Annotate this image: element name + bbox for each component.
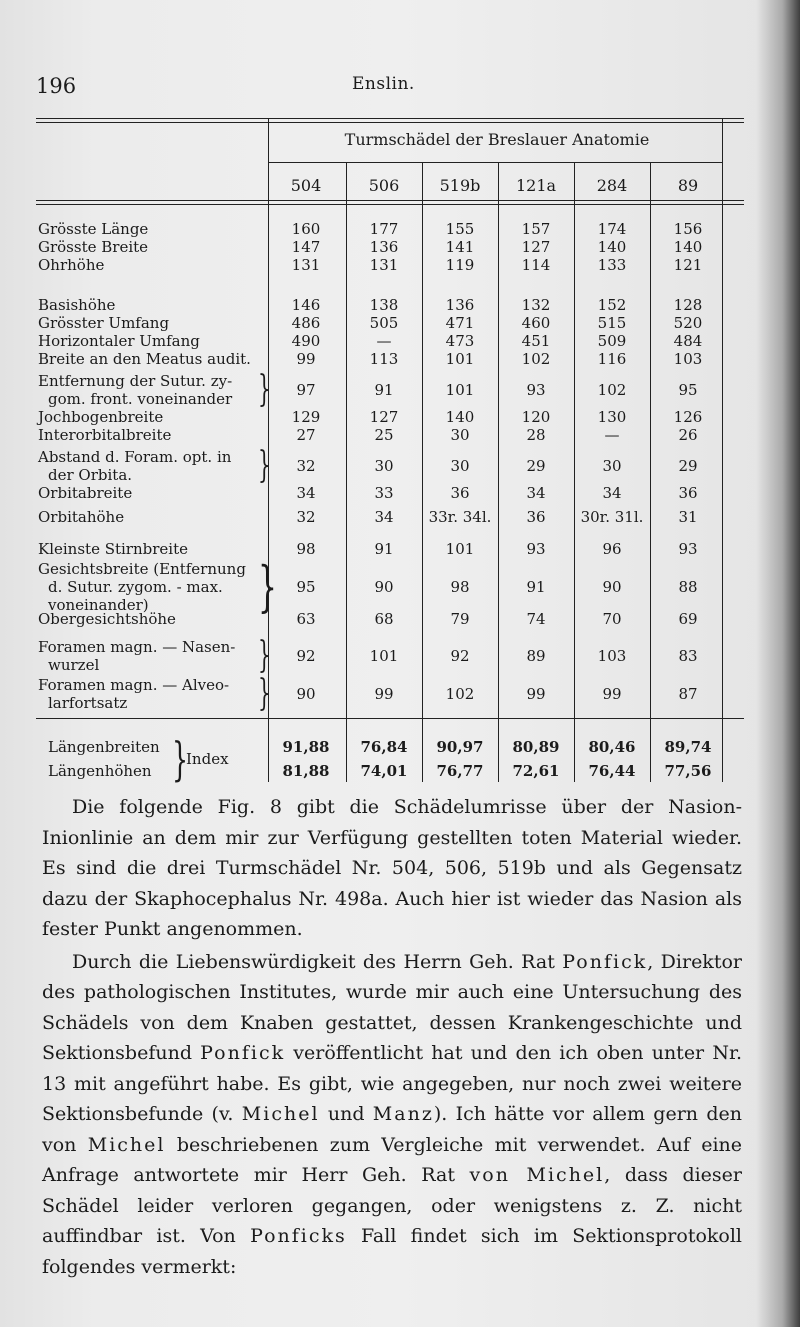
table-cell: 90 (602, 578, 622, 596)
table-cell: 113 (369, 350, 399, 368)
paragraph-1: Die folgende Fig. 8 gibt die Schädelumrisse über der Nasion-Inionlinie an dem mir zur Verfügung gestellten toten Material wieder. Es sind die drei Turmschädel Nr. 504, 506, 519b und als Gegensatz dazu der Skaphocephalus Nr. 498a. Auch hier ist wieder das Nasion als fester Punkt angenommen. (42, 796, 742, 940)
table-cell: 505 (369, 314, 399, 332)
table-cell: 156 (673, 220, 703, 238)
table-top-rule-2 (36, 122, 744, 123)
table-cell: 146 (291, 296, 321, 314)
group-header-rule (268, 162, 722, 163)
index-word: Index (186, 750, 229, 768)
p2-text-f: beschriebenen zum Vergleiche mit verwendet. Auf eine Anfrage antwortete mir Herr Geh. Rat (42, 1133, 743, 1186)
table-cell: 140 (445, 408, 475, 426)
running-head: Enslin. (352, 74, 415, 94)
table-cell: 484 (673, 332, 703, 350)
table-cell: 93 (678, 540, 698, 558)
row-label: voneinander) (48, 596, 149, 614)
table-cell: 30 (450, 426, 470, 444)
table-cell: 31 (678, 508, 698, 526)
column-header: 89 (677, 176, 699, 195)
index-cell: 74,01 (360, 762, 408, 780)
table-cell: 509 (597, 332, 627, 350)
table-cell: 34 (526, 484, 546, 502)
header-bottom-rule (36, 200, 744, 201)
table-cell: 102 (521, 350, 551, 368)
table-cell: — (604, 426, 620, 444)
table-cell: 34 (602, 484, 622, 502)
row-label: d. Sutur. zygom. - max. (48, 578, 223, 596)
table-cell: 33r. 34l. (428, 508, 492, 526)
table-cell: 473 (445, 332, 475, 350)
row-label: Orbitahöhe (38, 508, 125, 526)
table-cell: 97 (296, 381, 316, 399)
table-cell: 98 (450, 578, 470, 596)
row-label: Gesichtsbreite (Entfernung (38, 560, 246, 578)
row-brace: } (258, 635, 271, 676)
table-cell: 136 (445, 296, 475, 314)
table-cell: 101 (445, 381, 475, 399)
column-header: 506 (368, 176, 400, 195)
table-cell: 103 (673, 350, 703, 368)
index-cell: 89,74 (664, 738, 712, 756)
table-cell: 174 (597, 220, 627, 238)
author-manz: Manz (372, 1103, 434, 1125)
index-cell: 91,88 (282, 738, 330, 756)
index-cell: 72,61 (512, 762, 560, 780)
table-cell: 98 (296, 540, 316, 558)
row-label: Jochbogenbreite (38, 408, 164, 426)
table-cell: — (376, 332, 392, 350)
table-cell: 28 (526, 426, 546, 444)
table-cell: 102 (597, 381, 627, 399)
table-cell: 99 (374, 685, 394, 703)
p2-text-c: veröffentlicht hat und den ich oben unter Nr. 13 mit angeführt habe. Es gibt, wie angegeben, nur noch zwei weitere Sektionsbefunde (v. (42, 1042, 742, 1125)
table-cell: 140 (673, 238, 703, 256)
table-cell: 138 (369, 296, 399, 314)
table-cell: 152 (597, 296, 627, 314)
p2-text-h: Fall findet sich im Sektionsprotokoll folgendes vermerkt: (42, 1225, 742, 1278)
author-michel: Michel (241, 1103, 320, 1125)
table-cell: 79 (450, 610, 470, 628)
paragraph-2 (42, 947, 742, 1283)
row-brace: } (258, 369, 271, 410)
table-cell: 29 (678, 457, 698, 475)
table-cell: 127 (521, 238, 551, 256)
table-cell: 155 (445, 220, 475, 238)
table-cell: 90 (296, 685, 316, 703)
table-cell: 69 (678, 610, 698, 628)
group-header: Turmschädel der Breslauer Anatomie (344, 130, 650, 149)
index-row-label: Längenbreiten (48, 738, 160, 756)
column-header: 519b (439, 176, 481, 195)
table-cell: 490 (291, 332, 321, 350)
row-label: der Orbita. (48, 466, 133, 484)
author-ponfick: Ponfick (562, 950, 648, 973)
row-label: Interorbitalbreite (38, 426, 172, 444)
table-cell: 30 (374, 457, 394, 475)
row-label: Kleinste Stirnbreite (38, 540, 188, 558)
row-label: gom. front. voneinander (48, 390, 233, 408)
author-ponfick-2: Ponfick (200, 1042, 286, 1064)
row-label: Grösste Länge (38, 220, 149, 238)
table-cell: 99 (526, 685, 546, 703)
table-cell: 90 (374, 578, 394, 596)
table-cell: 34 (374, 508, 394, 526)
column-header: 121a (515, 176, 557, 195)
column-header: 504 (290, 176, 322, 195)
index-cell: 76,44 (588, 762, 636, 780)
row-brace: } (258, 673, 271, 714)
row-label: Abstand d. Foram. opt. in (38, 448, 232, 466)
page-header (36, 70, 744, 98)
page-number: 196 (36, 74, 77, 98)
table-cell: 120 (521, 408, 551, 426)
p2-text-d: und (319, 1103, 373, 1125)
table-cell: 91 (526, 578, 546, 596)
table-cell: 520 (673, 314, 703, 332)
table-cell: 121 (673, 256, 703, 274)
table-cell: 93 (526, 540, 546, 558)
table-cell: 95 (678, 381, 698, 399)
table-cell: 32 (296, 508, 316, 526)
table-cell: 132 (521, 296, 551, 314)
table-cell: 101 (369, 647, 399, 665)
table-cell: 136 (369, 238, 399, 256)
table-cell: 36 (678, 484, 698, 502)
table-cell: 471 (445, 314, 475, 332)
table-cell: 30 (602, 457, 622, 475)
row-label: Basishöhe (38, 296, 116, 314)
table-cell: 88 (678, 578, 698, 596)
index-cell: 81,88 (282, 762, 330, 780)
table-cell: 91 (374, 381, 394, 399)
table-cell: 141 (445, 238, 475, 256)
index-cell: 76,77 (436, 762, 484, 780)
table-cell: 128 (673, 296, 703, 314)
body-text (42, 792, 742, 1282)
table-cell: 101 (445, 350, 475, 368)
table-cell: 95 (296, 578, 316, 596)
table-cell: 99 (296, 350, 316, 368)
index-cell: 90,97 (436, 738, 484, 756)
row-label: Obergesichtshöhe (38, 610, 176, 628)
column-header: 284 (596, 176, 628, 195)
index-cell: 80,46 (588, 738, 636, 756)
table-cell: 92 (450, 647, 470, 665)
row-label: Grösster Umfang (38, 314, 170, 332)
table-cell: 29 (526, 457, 546, 475)
table-cell: 93 (526, 381, 546, 399)
table-cell: 74 (526, 610, 546, 628)
row-label: Grösste Breite (38, 238, 149, 256)
row-brace: } (258, 555, 277, 618)
page-gutter-shadow (756, 0, 800, 1327)
table-cell: 160 (291, 220, 321, 238)
table-cell: 126 (673, 408, 703, 426)
index-cell: 77,56 (664, 762, 712, 780)
table-cell: 114 (521, 256, 551, 274)
row-label: Foramen magn. — Alveo- (38, 676, 230, 694)
table-cell: 36 (526, 508, 546, 526)
author-michel-2: Michel (87, 1133, 166, 1156)
table-cell: 87 (678, 685, 698, 703)
table-cell: 451 (521, 332, 551, 350)
table-cell: 99 (602, 685, 622, 703)
table-cell: 515 (597, 314, 627, 332)
p2-text-e: ). Ich hätte vor allem gern den von (42, 1103, 742, 1156)
table-cell: 157 (521, 220, 551, 238)
author-ponficks: Ponficks (250, 1225, 347, 1247)
table-cell: 486 (291, 314, 321, 332)
index-row-label: Längenhöhen (48, 762, 152, 780)
index-cell: 76,84 (360, 738, 408, 756)
table-cell: 116 (597, 350, 627, 368)
table-right-border (722, 118, 723, 782)
table-cell: 25 (374, 426, 394, 444)
table-cell: 133 (597, 256, 627, 274)
table-cell: 63 (296, 610, 316, 628)
table-cell: 131 (369, 256, 399, 274)
table-cell: 92 (296, 647, 316, 665)
p2-text-a: Durch die Liebenswürdigkeit des Herrn Geh. Rat (72, 950, 563, 973)
table-cell: 96 (602, 540, 622, 558)
index-brace: } (172, 732, 189, 786)
table-cell: 68 (374, 610, 394, 628)
table-cell: 30r. 31l. (580, 508, 644, 526)
table-cell: 127 (369, 408, 399, 426)
row-label: Ohrhöhe (38, 256, 105, 274)
table-cell: 30 (450, 457, 470, 475)
row-label: Breite an den Meatus audit. (38, 350, 251, 368)
table-cell: 119 (445, 256, 475, 274)
row-label: Entfernung der Sutur. zy- (38, 372, 233, 390)
table-cell: 102 (445, 685, 475, 703)
index-top-rule (36, 718, 744, 719)
author-von-michel: von Michel (469, 1164, 605, 1186)
table-cell: 130 (597, 408, 627, 426)
table-cell: 27 (296, 426, 316, 444)
row-label: Orbitabreite (38, 484, 133, 502)
table-cell: 129 (291, 408, 321, 426)
index-cell: 80,89 (512, 738, 560, 756)
p2-text-g: , dass dieser Schädel leider verloren gegangen, oder wenigstens z. Z. nicht auffindbar ist. Von (42, 1164, 742, 1247)
table-cell: 147 (291, 238, 321, 256)
table-cell: 91 (374, 540, 394, 558)
table-cell: 34 (296, 484, 316, 502)
table-cell: 36 (450, 484, 470, 502)
table-cell: 33 (374, 484, 394, 502)
row-label: Foramen magn. — Nasen- (38, 638, 236, 656)
table-cell: 89 (526, 647, 546, 665)
table-cell: 32 (296, 457, 316, 475)
table-cell: 83 (678, 647, 698, 665)
table-top-rule (36, 118, 744, 119)
row-brace: } (258, 445, 271, 486)
row-label: Horizontaler Umfang (38, 332, 200, 350)
table-cell: 131 (291, 256, 321, 274)
measurement-table (36, 110, 736, 790)
row-label: larfortsatz (48, 694, 128, 712)
table-cell: 177 (369, 220, 399, 238)
table-cell: 140 (597, 238, 627, 256)
table-cell: 101 (445, 540, 475, 558)
table-cell: 70 (602, 610, 622, 628)
header-bottom-rule-2 (36, 204, 744, 205)
row-label: wurzel (48, 656, 100, 674)
table-cell: 460 (521, 314, 551, 332)
table-cell: 26 (678, 426, 698, 444)
p2-text-b: , Direktor des pathologischen Institutes, wurde mir auch eine Untersuchung des Schädels von dem Knaben gestattet, dessen Krankengeschichte und Sektionsbefund (42, 950, 742, 1064)
table-cell: 103 (597, 647, 627, 665)
